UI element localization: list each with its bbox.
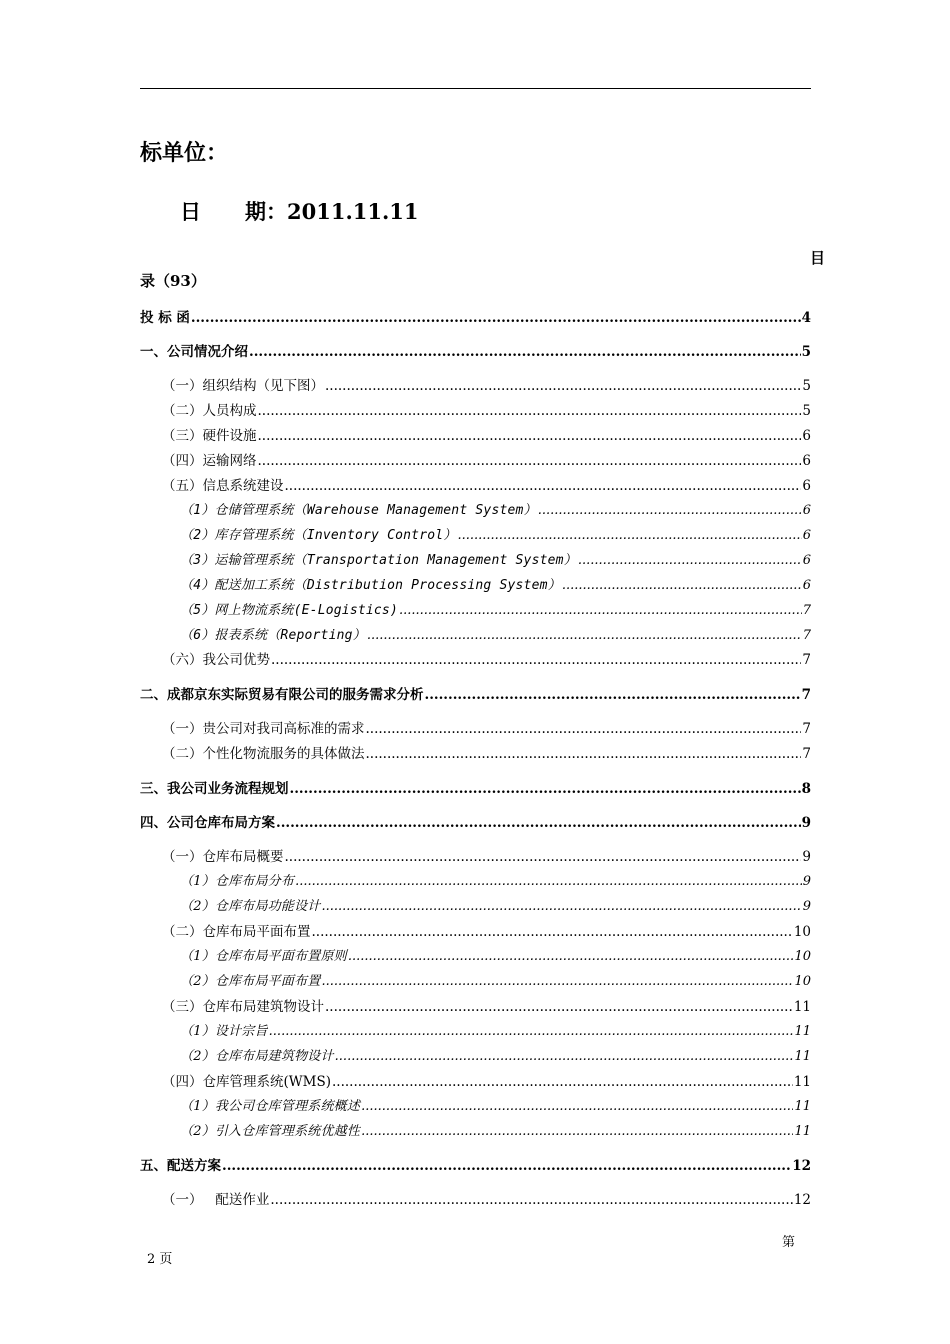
toc-entry[interactable]: （2）仓库布局建筑物设计 ..... 11: [140, 1045, 811, 1064]
toc-entry[interactable]: （5）网上物流系统(E-Logistics) ..... 7: [140, 599, 811, 618]
toc-entry[interactable]: （五）信息系统建设 ..... 6: [140, 474, 811, 494]
toc-title-part1: 目: [809, 249, 825, 267]
toc-entry[interactable]: （一）组织结构（见下图） ..... 5: [140, 374, 811, 394]
footer-page-number: 2 页: [147, 1252, 173, 1267]
toc-entry[interactable]: （二）个性化物流服务的具体做法 ..... 7: [140, 742, 811, 762]
toc-entry[interactable]: （三）仓库布局建筑物设计 ..... 11: [140, 995, 811, 1015]
date-label-1: 日: [180, 199, 201, 224]
toc-entry[interactable]: （2）仓库布局平面布置 ..... 10: [140, 970, 811, 989]
toc-entry[interactable]: （4）配送加工系统（Distribution Processing System） ..... 6: [140, 574, 811, 593]
toc-entry[interactable]: 投 标 函 ..... 4: [140, 306, 811, 326]
toc-entry[interactable]: （一）贵公司对我司高标准的需求 ..... 7: [140, 717, 811, 737]
toc-entry[interactable]: （2）库存管理系统（Inventory Control） ..... 6: [140, 524, 811, 543]
footer-page-word: 第: [782, 1235, 796, 1250]
toc-entry[interactable]: （二）仓库布局平面布置 ..... 10: [140, 920, 811, 940]
toc-entry[interactable]: （四）仓库管理系统(WMS) ..... 11: [140, 1070, 811, 1090]
toc-title-part2: 录（93）: [140, 272, 206, 290]
toc-entry[interactable]: （6）报表系统（Reporting） ..... 7: [140, 624, 811, 643]
toc-entry[interactable]: 五、配送方案 ..... 12: [140, 1154, 811, 1174]
toc-entry[interactable]: 一、公司情况介绍 ..... 5: [140, 340, 811, 360]
date-line: [180, 196, 419, 226]
toc-entry[interactable]: 二、成都京东实际贸易有限公司的服务需求分析 ..... 7: [140, 683, 811, 703]
toc-entry[interactable]: （四）运输网络 ..... 6: [140, 449, 811, 469]
toc-entry[interactable]: （1）仓储管理系统（Warehouse Management System） ..... 6: [140, 499, 811, 518]
toc-entry[interactable]: （1）我公司仓库管理系统概述 ..... 11: [140, 1095, 811, 1114]
toc-entry[interactable]: 三、我公司业务流程规划 ..... 8: [140, 777, 811, 797]
bid-unit-label: 标单位：: [140, 141, 229, 166]
toc-entry[interactable]: （六）我公司优势 ..... 7: [140, 648, 811, 668]
toc-entry[interactable]: （2）引入仓库管理系统优越性 ..... 11: [140, 1120, 811, 1139]
toc-entry[interactable]: （一） 配送作业 ..... 12: [140, 1188, 811, 1208]
toc-entry[interactable]: （1）仓库布局分布 ..... 9: [140, 870, 811, 889]
toc-entry[interactable]: （二）人员构成 ..... 5: [140, 399, 811, 419]
toc-entry[interactable]: （1）仓库布局平面布置原则 ..... 10: [140, 945, 811, 964]
date-label-2: 期：2011.11.11: [245, 199, 419, 224]
header-rule: [140, 88, 811, 89]
toc-entry[interactable]: （1）设计宗旨 ..... 11: [140, 1020, 811, 1039]
toc-entry[interactable]: （三）硬件设施 ..... 6: [140, 424, 811, 444]
toc-entry[interactable]: （3）运输管理系统（Transportation Management System） ..... 6: [140, 549, 811, 568]
toc-entry[interactable]: （一）仓库布局概要 ..... 9: [140, 845, 811, 865]
toc-entry[interactable]: （2）仓库布局功能设计 ..... 9: [140, 895, 811, 914]
toc-entry[interactable]: 四、公司仓库布局方案 ..... 9: [140, 811, 811, 831]
